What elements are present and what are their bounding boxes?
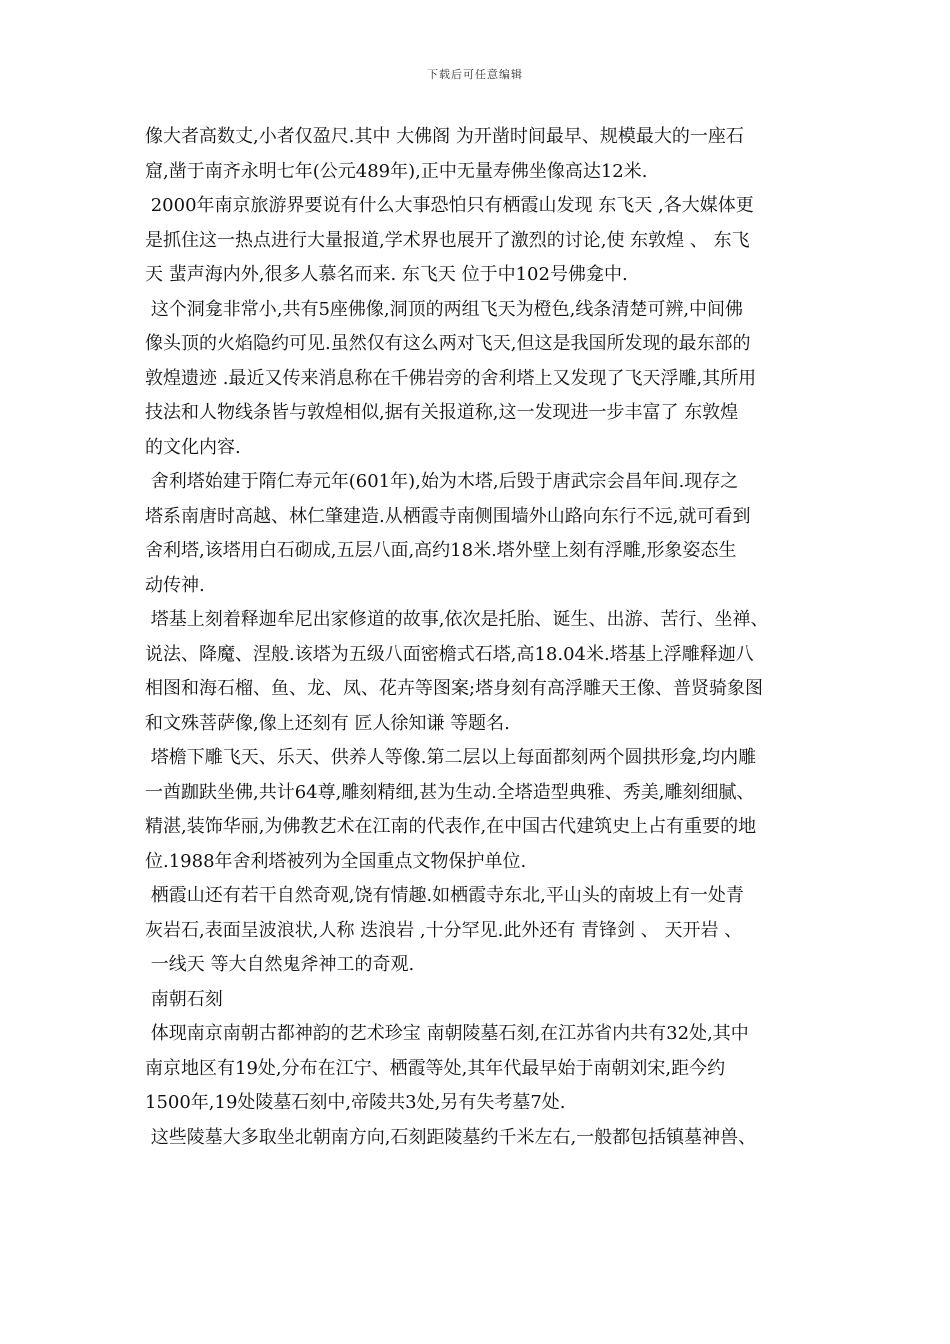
text-line: 这些陵墓大多取坐北朝南方向,石刻距陵墓约千米左右,一般都包括镇墓神兽、 [145, 1126, 757, 1148]
text-line: 这个洞龛非常小,共有5座佛像,洞顶的两组飞天为橙色,线条清楚可辨,中间佛 [145, 298, 744, 320]
text-line: 是抓住这一热点进行大量报道,学术界也展开了激烈的讨论,使 东敦煌 、 东飞 [145, 229, 750, 251]
text-line: 相图和海石榴、鱼、龙、凤、花卉等图案;塔身刻有高浮雕天王像、普贤骑象图 [145, 678, 764, 699]
page-header: 下载后可任意编辑 [427, 68, 523, 81]
text-line: 天 蜚声海内外,很多人慕名而来. 东飞天 位于中102号佛龛中. [145, 264, 628, 285]
text-line: 舍利塔始建于隋仁寿元年(601年),始为木塔,后毁于唐武宗会昌年间.现存之 [145, 471, 739, 492]
text-line: 灰岩石,表面呈波浪状,人称 迭浪岩 ,十分罕见.此外还有 青锋剑 、 天开岩 、 [145, 919, 743, 941]
text-line: 塔檐下雕飞天、乐天、供养人等像.第二层以上每面都刻两个圆拱形龛,均内雕 [145, 747, 757, 768]
text-line: 敦煌遗迹 .最近又传来消息称在千佛岩旁的舍利塔上又发现了飞天浮雕,其所用 [145, 367, 757, 389]
text-line: 和文殊菩萨像,像上还刻有 匠人徐知谦 等题名. [145, 712, 510, 734]
document-body [145, 120, 817, 1155]
text-line: 南京地区有19处,分布在江宁、栖霞等处,其年代最早始于南朝刘宋,距今约 [145, 1057, 726, 1079]
text-line: 说法、降魔、涅般.该塔为五级八面密檐式石塔,高18.04米.塔基上浮雕释迦八 [145, 643, 754, 665]
text-line: 像大者高数丈,小者仅盈尺.其中 大佛阁 为开凿时间最早、规模最大的一座石 [145, 126, 744, 147]
text-line: 体现南京南朝古都神韵的艺术珍宝 南朝陵墓石刻,在江苏省内共有32处,其中 [145, 1023, 749, 1044]
text-line: 一线天 等大自然鬼斧神工的奇观. [145, 954, 415, 975]
text-line: 1500年,19处陵墓石刻中,帝陵共3处,另有失考墓7处. [145, 1092, 566, 1113]
text-line: 位.1988年舍利塔被列为全国重点文物保护单位. [145, 850, 527, 872]
text-line: 塔系南唐时高越、林仁肇建造.从栖霞寺南侧围墙外山路向东行不远,就可看到 [145, 505, 751, 527]
text-line: 的文化内容. [145, 436, 241, 458]
text-line: 窟,凿于南齐永明七年(公元489年),正中无量寿佛坐像高达12米. [145, 160, 648, 182]
text-line: 塔基上刻着释迦牟尼出家修道的故事,依次是托胎、诞生、出游、苦行、坐禅、 [145, 609, 769, 630]
text-line: 像头顶的火焰隐约可见.虽然仅有这么两对飞天,但这是我国所发现的最东部的 [145, 333, 751, 354]
text-line: 一酋跏趺坐佛,共计64尊,雕刻精细,甚为生动.全塔造型典雅、秀美,雕刻细腻、 [145, 781, 755, 803]
text-line: 精湛,装饰华丽,为佛教艺术在江南的代表作,在中国古代建筑史上占有重要的地 [145, 816, 757, 837]
text-line: 舍利塔,该塔用白石砌成,五层八面,高约18米.塔外壁上刻有浮雕,形象姿态生 [145, 540, 737, 561]
text-line: 栖霞山还有若干自然奇观,饶有情趣.如栖霞寺东北,平山头的南坡上有一处青 [145, 885, 744, 906]
text-line: 动传神. [145, 574, 205, 596]
text-line: 2000年南京旅游界要说有什么大事恐怕只有栖霞山发现 东飞天 ,各大媒体更 [145, 195, 754, 216]
text-line: 技法和人物线条皆与敦煌相似,据有关报道称,这一发现进一步丰富了 东敦煌 [145, 402, 739, 423]
section-heading: 南朝石刻 [145, 988, 223, 1010]
